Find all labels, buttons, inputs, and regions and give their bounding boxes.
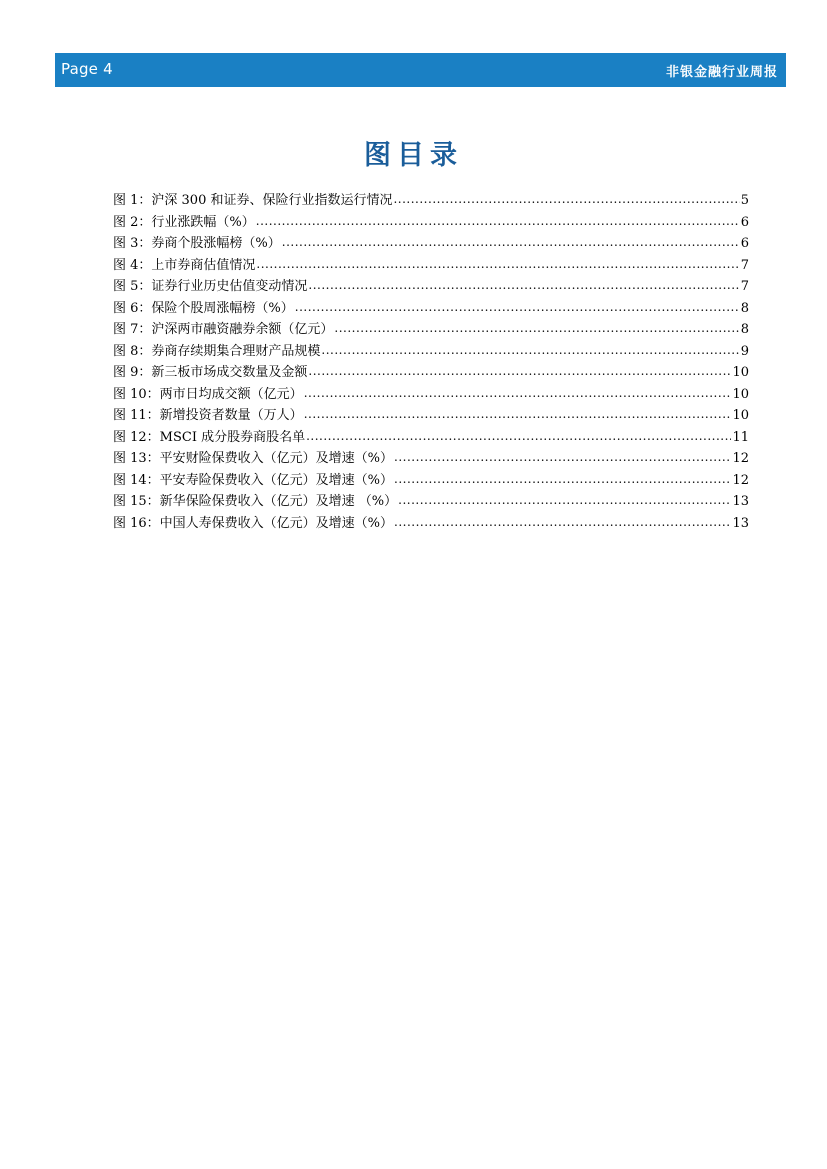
toc-entry[interactable] <box>113 405 749 427</box>
toc-entry-page: 10 <box>732 386 749 402</box>
toc-entry[interactable] <box>113 427 749 449</box>
toc-entry-page: 6 <box>740 236 749 251</box>
toc-entry-page: 8 <box>740 322 749 337</box>
toc-entry-label: 图 7：沪深两市融资融券余额（亿元） <box>113 322 334 337</box>
toc-entry-page: 13 <box>732 494 749 509</box>
toc-entry[interactable] <box>113 513 749 535</box>
toc-entry-page: 8 <box>740 300 749 316</box>
toc-leader-dots <box>304 404 732 426</box>
toc-entry-page: 12 <box>732 472 749 488</box>
toc-entry[interactable] <box>113 470 749 492</box>
toc-leader-dots <box>308 361 731 383</box>
header-bar <box>55 53 786 87</box>
toc-entry[interactable] <box>113 190 749 212</box>
toc-entry-label: 图 14：平安寿险保费收入（亿元）及增速（%） <box>113 472 394 488</box>
toc-leader-dots <box>398 490 731 512</box>
toc-entry-label: 图 16：中国人寿保费收入（亿元）及增速（%） <box>113 515 394 531</box>
toc-entry-page: 10 <box>732 365 749 380</box>
toc-entry[interactable] <box>113 491 749 513</box>
toc-entry-page: 5 <box>740 193 749 208</box>
toc-entry-label: 图 15：新华保险保费收入（亿元）及增速 （%） <box>113 494 398 509</box>
toc-entry-page: 9 <box>740 343 749 359</box>
toc-entry[interactable] <box>113 276 749 298</box>
toc-entry-label: 图 6：保险个股周涨幅榜（%） <box>113 300 294 316</box>
toc-leader-dots <box>334 318 739 340</box>
toc-leader-dots <box>394 469 731 491</box>
toc-entry-page: 13 <box>732 515 749 531</box>
toc-entry-label: 图 5：证券行业历史估值变动情况 <box>113 279 308 294</box>
toc-entry[interactable] <box>113 298 749 320</box>
toc-leader-dots <box>394 447 731 469</box>
toc-leader-dots <box>282 232 740 254</box>
report-title: 非银金融行业周报 <box>665 65 778 80</box>
toc-entry-label: 图 12：MSCI 成分股券商股名单 <box>113 429 306 445</box>
toc-entry-page: 12 <box>732 451 749 466</box>
toc-entry-label: 图 9：新三板市场成交数量及金额 <box>113 365 308 380</box>
toc-list <box>113 190 749 534</box>
toc-entry-label: 图 8：券商存续期集合理财产品规模 <box>113 343 321 359</box>
toc-leader-dots <box>304 383 732 405</box>
toc-entry[interactable] <box>113 341 749 363</box>
toc-entry-page: 6 <box>740 214 749 230</box>
toc-entry-label: 图 13：平安财险保费收入（亿元）及增速（%） <box>113 451 394 466</box>
toc-entry-page: 7 <box>740 279 749 294</box>
toc-title: 图目录 <box>364 140 463 171</box>
toc-entry[interactable] <box>113 255 749 277</box>
toc-entry-label: 图 4：上市券商估值情况 <box>113 257 256 273</box>
toc-leader-dots <box>256 254 739 276</box>
toc-entry[interactable] <box>113 448 749 470</box>
toc-entry-page: 10 <box>732 408 749 423</box>
toc-leader-dots <box>321 340 739 362</box>
toc-leader-dots <box>295 297 740 319</box>
toc-entry-label: 图 10：两市日均成交额（亿元） <box>113 386 303 402</box>
toc-entry[interactable] <box>113 384 749 406</box>
toc-entry-label: 图 3：券商个股涨幅榜（%） <box>113 236 281 251</box>
toc-entry-page: 11 <box>732 429 749 445</box>
toc-entry[interactable] <box>113 362 749 384</box>
toc-entry-page: 7 <box>740 257 749 273</box>
toc-entry[interactable] <box>113 319 749 341</box>
toc-leader-dots <box>393 189 739 211</box>
toc-entry-label: 图 1：沪深 300 和证券、保险行业指数运行情况 <box>113 193 393 208</box>
toc-leader-dots <box>308 275 739 297</box>
page-number: Page 4 <box>61 60 113 78</box>
toc-entry[interactable] <box>113 212 749 234</box>
toc-entry-label: 图 2：行业涨跌幅（%） <box>113 214 255 230</box>
toc-entry[interactable] <box>113 233 749 255</box>
toc-leader-dots <box>306 426 731 448</box>
toc-entry-label: 图 11：新增投资者数量（万人） <box>113 408 303 423</box>
toc-leader-dots <box>394 512 731 534</box>
toc-leader-dots <box>256 211 740 233</box>
